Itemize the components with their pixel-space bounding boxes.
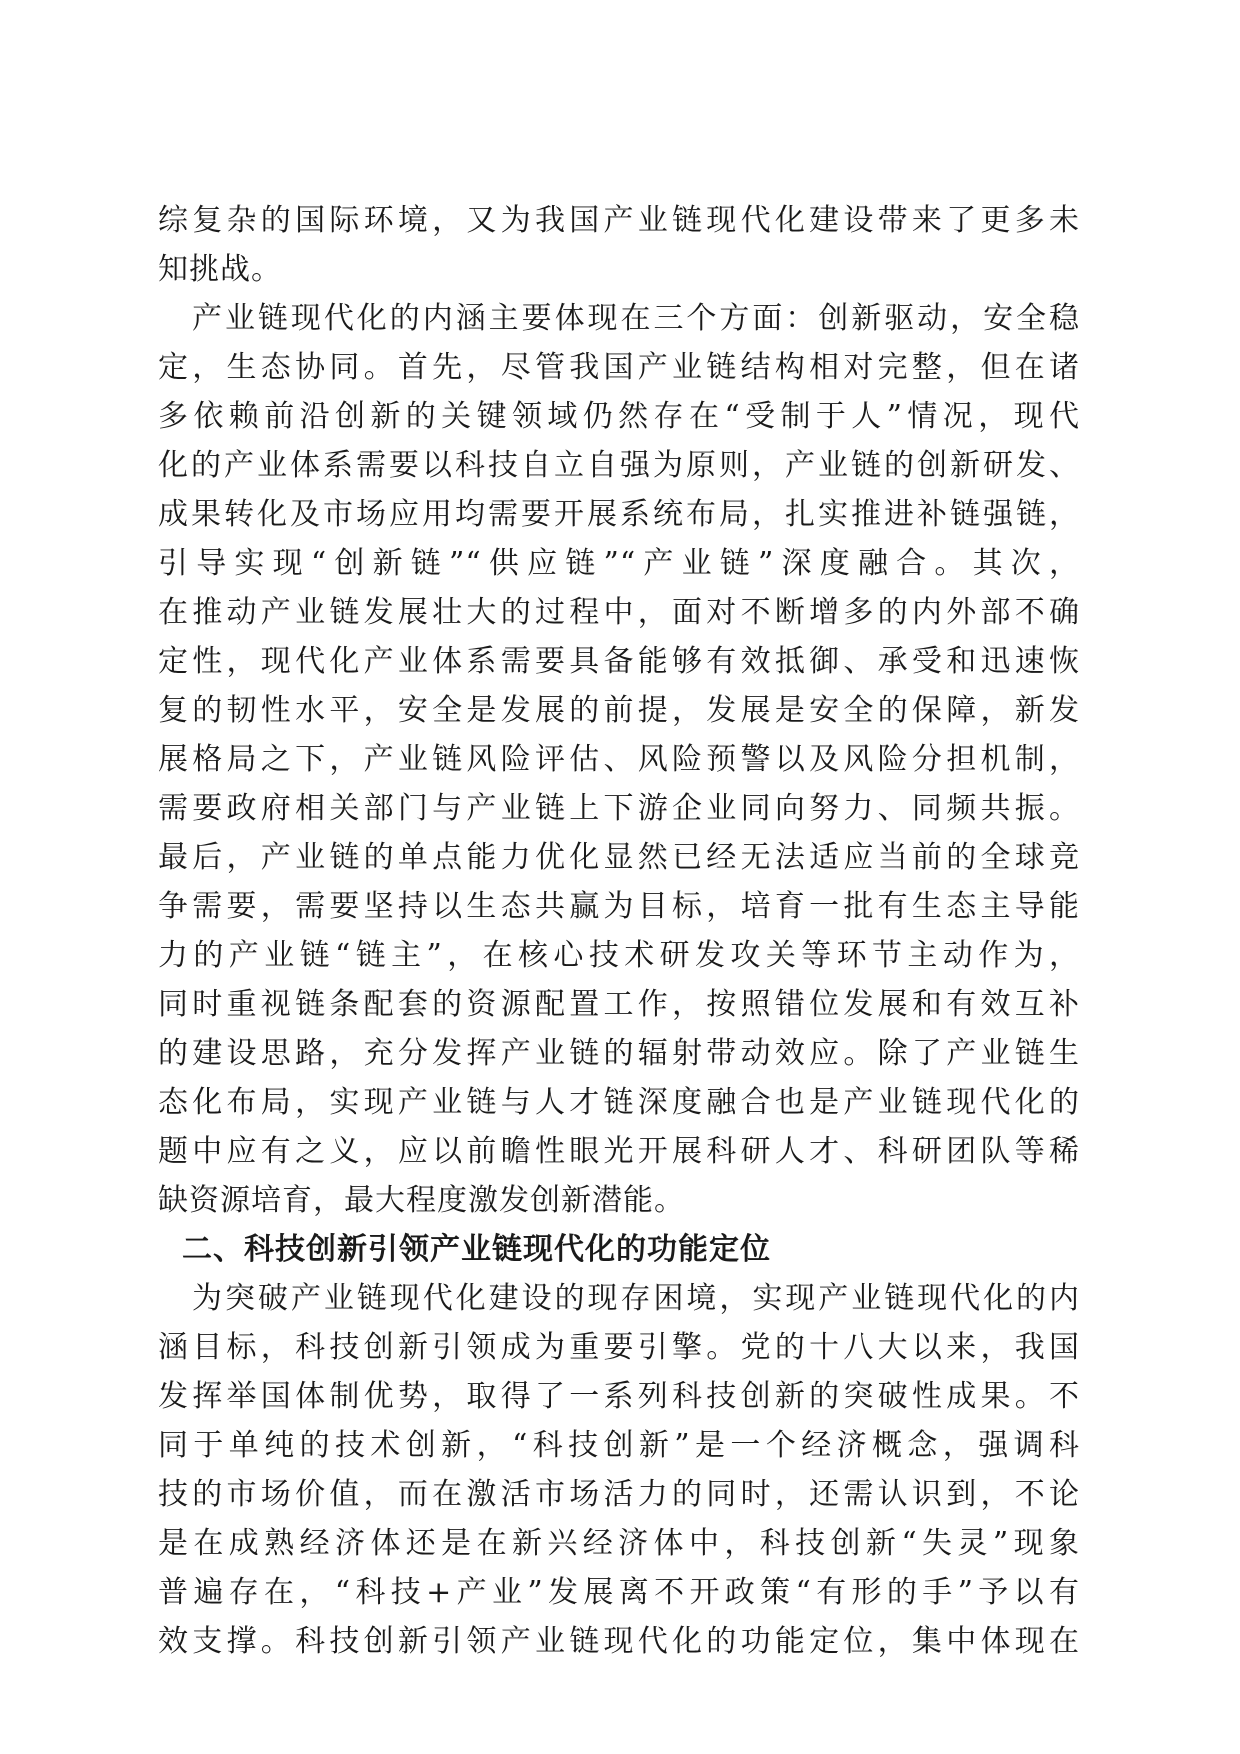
text-line: 力的产业链“链主”，在核心技术研发攻关等环节主动作为，	[158, 938, 1080, 973]
text-line: 成果转化及市场应用均需要开展系统布局，扎实推进补链强链，	[158, 497, 1080, 532]
text-line: 同时重视链条配套的资源配置工作，按照错位发展和有效互补	[158, 987, 1080, 1022]
text-line: 是在成熟经济体还是在新兴经济体中，科技创新“失灵”现象	[158, 1526, 1080, 1561]
text-line: 展格局之下，产业链风险评估、风险预警以及风险分担机制，	[158, 742, 1080, 777]
paragraph-3	[158, 1274, 1080, 1666]
text-line: 发挥举国体制优势，取得了一系列科技创新的突破性成果。不	[158, 1379, 1080, 1414]
text-line: 引导实现“创新链”“供应链”“产业链”深度融合。其次，	[158, 546, 1080, 581]
text-line: 缺资源培育，最大程度激发创新潜能。	[158, 1183, 685, 1218]
text-line: 知挑战。	[158, 252, 282, 287]
text-line: 普遍存在，“科技+产业”发展离不开政策“有形的手”予以有	[158, 1575, 1080, 1610]
text-line: 复的韧性水平，安全是发展的前提，发展是安全的保障，新发	[158, 693, 1080, 728]
section-heading: 二、科技创新引领产业链现代化的功能定位	[182, 1232, 771, 1267]
text-line: 定，生态协同。首先，尽管我国产业链结构相对完整，但在诸	[158, 350, 1080, 385]
text-line: 产业链现代化的内涵主要体现在三个方面：创新驱动，安全稳	[192, 301, 1080, 336]
text-line: 题中应有之义，应以前瞻性眼光开展科研人才、科研团队等稀	[158, 1134, 1080, 1169]
text-line: 最后，产业链的单点能力优化显然已经无法适应当前的全球竞	[158, 840, 1080, 875]
document-page	[158, 196, 1080, 1666]
text-line: 争需要，需要坚持以生态共赢为目标，培育一批有生态主导能	[158, 889, 1080, 924]
text-line: 化的产业体系需要以科技自立自强为原则，产业链的创新研发、	[158, 448, 1080, 483]
text-line: 的建设思路，充分发挥产业链的辐射带动效应。除了产业链生	[158, 1036, 1080, 1071]
paragraph-1	[158, 196, 1080, 294]
text-line: 需要政府相关部门与产业链上下游企业同向努力、同频共振。	[158, 791, 1080, 826]
text-line: 同于单纯的技术创新，“科技创新”是一个经济概念，强调科	[158, 1428, 1080, 1463]
text-line: 综复杂的国际环境，又为我国产业链现代化建设带来了更多未	[158, 203, 1080, 238]
text-line: 定性，现代化产业体系需要具备能够有效抵御、承受和迅速恢	[158, 644, 1080, 679]
text-line: 为突破产业链现代化建设的现存困境，实现产业链现代化的内	[192, 1281, 1080, 1316]
text-line: 多依赖前沿创新的关键领域仍然存在“受制于人”情况，现代	[158, 399, 1080, 434]
text-line: 技的市场价值，而在激活市场活力的同时，还需认识到，不论	[158, 1477, 1080, 1512]
text-line: 效支撑。科技创新引领产业链现代化的功能定位，集中体现在	[158, 1624, 1080, 1659]
text-line: 涵目标，科技创新引领成为重要引擎。党的十八大以来，我国	[158, 1330, 1080, 1365]
text-line: 态化布局，实现产业链与人才链深度融合也是产业链现代化的	[158, 1085, 1080, 1120]
text-line: 在推动产业链发展壮大的过程中，面对不断增多的内外部不确	[158, 595, 1080, 630]
paragraph-2	[158, 294, 1080, 1225]
